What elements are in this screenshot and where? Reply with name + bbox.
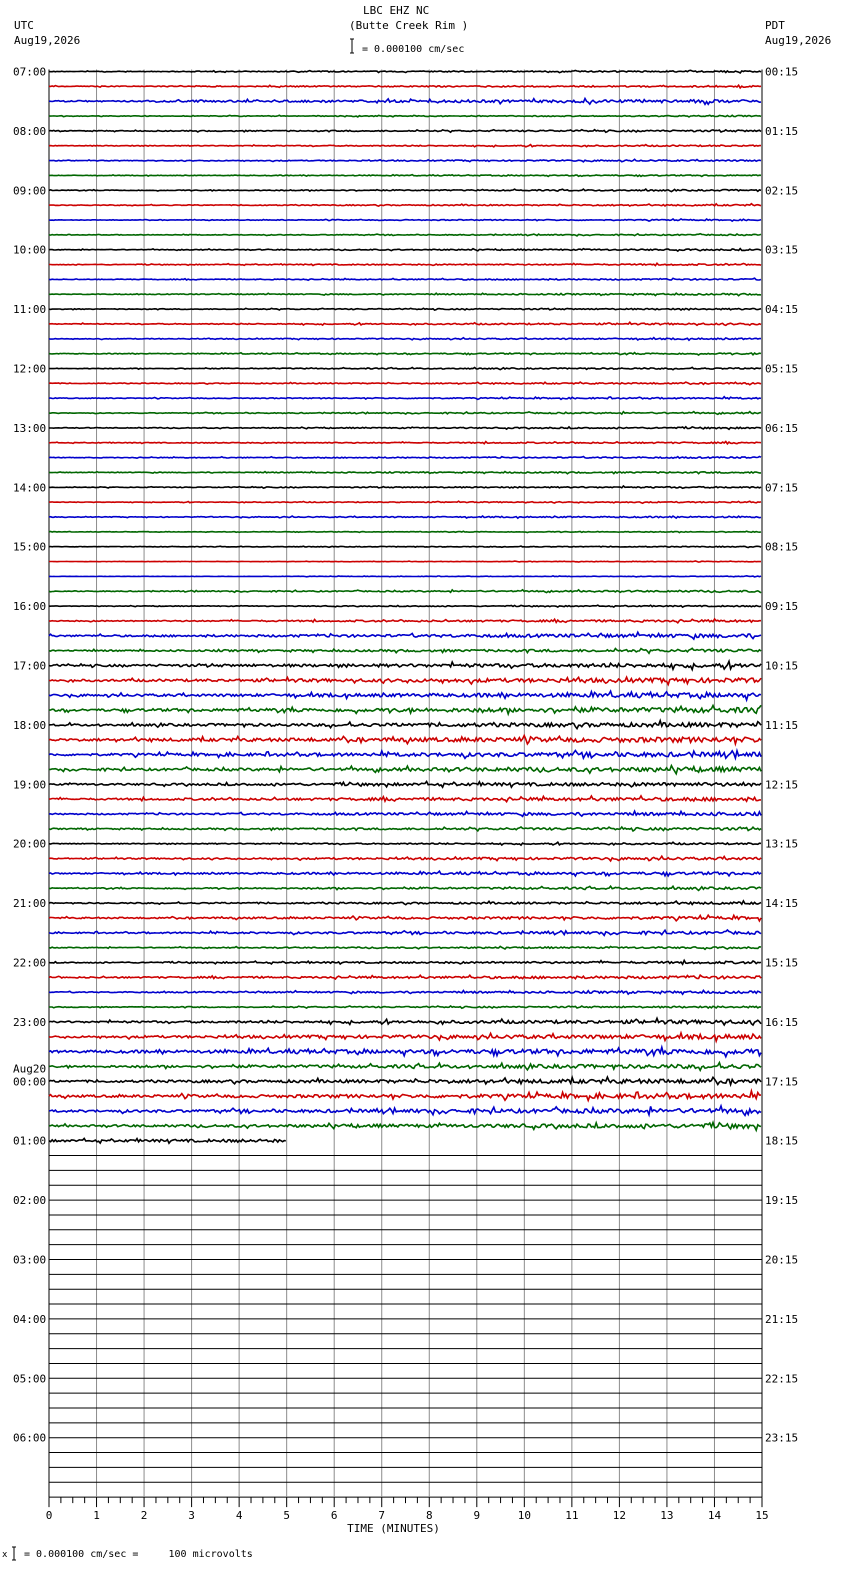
trace-line xyxy=(49,915,761,921)
x-tick-label: 5 xyxy=(283,1509,290,1523)
pdt-hour-label: 14:15 xyxy=(765,897,799,911)
x-tick-label: 15 xyxy=(755,1509,769,1523)
x-tick-label: 13 xyxy=(660,1509,674,1523)
trace-line xyxy=(49,382,761,385)
utc-hour-label: 02:00 xyxy=(13,1194,47,1208)
trace-line xyxy=(49,590,761,593)
pdt-hour-label: 13:15 xyxy=(765,837,799,851)
utc-hour-label: 23:00 xyxy=(13,1015,47,1029)
trace-line xyxy=(49,661,761,669)
trace-line xyxy=(49,782,761,788)
trace-line xyxy=(49,946,761,949)
x-tick-label: 8 xyxy=(425,1509,433,1523)
trace-line xyxy=(49,322,761,325)
trace-line xyxy=(49,85,761,88)
trace-line xyxy=(49,175,761,177)
trace-line xyxy=(49,736,761,744)
trace-line xyxy=(49,234,761,236)
trace-line xyxy=(49,486,761,488)
pdt-hour-label: 10:15 xyxy=(765,659,799,673)
x-tick-label: 4 xyxy=(235,1509,243,1523)
trace-line xyxy=(49,145,761,147)
trace-line xyxy=(49,1063,761,1071)
trace-line xyxy=(49,648,761,653)
trace-line xyxy=(49,856,761,861)
trace-line xyxy=(49,442,761,444)
pdt-hour-label: 22:15 xyxy=(765,1372,799,1386)
pdt-hour-label: 02:15 xyxy=(765,184,799,198)
trace-line xyxy=(49,531,761,532)
trace-line xyxy=(49,1077,761,1085)
trace-line xyxy=(49,130,761,133)
utc-hour-label: 06:00 xyxy=(13,1431,47,1445)
trace-line xyxy=(49,1047,761,1056)
trace-line xyxy=(49,516,761,518)
pdt-hour-label: 23:15 xyxy=(765,1431,799,1445)
x-tick-label: 10 xyxy=(517,1509,531,1523)
pdt-hour-label: 08:15 xyxy=(765,540,799,554)
x-tick-label: 14 xyxy=(707,1509,722,1523)
trace-line xyxy=(49,501,761,503)
trace-line xyxy=(49,367,761,369)
trace-line xyxy=(49,204,761,206)
trace-line xyxy=(49,293,761,296)
trace-line xyxy=(49,605,761,607)
x-tick-label: 3 xyxy=(188,1509,195,1523)
time-axis xyxy=(46,1497,769,1535)
utc-hour-label: 22:00 xyxy=(13,956,47,970)
pdt-hour-label: 00:15 xyxy=(765,65,799,79)
trace-lines xyxy=(49,70,762,1482)
utc-hour-label: 15:00 xyxy=(13,540,47,554)
pdt-hour-label: 01:15 xyxy=(765,124,799,138)
station-title: LBC EHZ NC xyxy=(363,4,430,17)
trace-line xyxy=(49,827,761,831)
trace-line xyxy=(49,278,761,280)
pdt-hour-label: 15:15 xyxy=(765,956,799,970)
pdt-hour-label: 18:15 xyxy=(765,1134,799,1148)
pdt-hour-label: 11:15 xyxy=(765,718,799,732)
trace-line xyxy=(49,811,761,816)
utc-hour-label: 18:00 xyxy=(13,718,47,732)
trace-line xyxy=(49,990,761,994)
utc-hour-label: 17:00 xyxy=(13,659,47,673)
trace-line xyxy=(49,1106,761,1115)
trace-line xyxy=(49,561,761,562)
trace-line xyxy=(49,308,761,310)
trace-line xyxy=(49,796,761,802)
x-axis-title: TIME (MINUTES) xyxy=(347,1522,440,1536)
pdt-hour-label: 09:15 xyxy=(765,600,799,614)
trace-line xyxy=(49,751,761,759)
utc-hour-label: 19:00 xyxy=(13,778,47,792)
pdt-hour-label: 06:15 xyxy=(765,421,799,435)
utc-hour-label: 10:00 xyxy=(13,243,47,257)
utc-hour-label: 20:00 xyxy=(13,837,47,851)
footer-prefix: x xyxy=(2,1550,8,1560)
trace-line xyxy=(49,70,761,73)
date-change-label: Aug20 xyxy=(13,1062,47,1076)
trace-line xyxy=(49,576,761,577)
trace-line xyxy=(49,1123,761,1131)
trace-line xyxy=(49,619,761,623)
x-tick-label: 1 xyxy=(93,1509,100,1523)
trace-line xyxy=(49,901,761,905)
trace-line xyxy=(49,159,761,162)
pdt-hour-label: 04:15 xyxy=(765,303,799,317)
utc-hour-label: 16:00 xyxy=(13,600,47,614)
trace-line xyxy=(49,263,761,265)
x-tick-label: 11 xyxy=(565,1509,579,1523)
trace-line xyxy=(49,249,761,252)
trace-line xyxy=(49,397,761,400)
pdt-date-label: Aug19,2026 xyxy=(765,34,832,47)
pdt-hour-label: 19:15 xyxy=(765,1194,799,1208)
trace-line xyxy=(49,115,761,117)
pdt-hour-label: 16:15 xyxy=(765,1015,799,1029)
pdt-hour-label: 20:15 xyxy=(765,1253,799,1267)
trace-line xyxy=(49,338,761,341)
station-location: (Butte Creek Rim ) xyxy=(349,19,469,32)
trace-line xyxy=(49,1091,761,1100)
utc-hour-label: 05:00 xyxy=(13,1372,47,1386)
utc-date-label: Aug19,2026 xyxy=(14,34,81,47)
trace-line xyxy=(49,546,761,547)
utc-hour-label: 07:00 xyxy=(13,65,47,79)
trace-line xyxy=(49,705,761,714)
utc-hour-label: 21:00 xyxy=(13,897,47,911)
trace-line xyxy=(49,189,761,192)
trace-line xyxy=(49,842,761,845)
pdt-hour-label: 17:15 xyxy=(765,1075,799,1089)
pdt-hour-label: 12:15 xyxy=(765,778,799,792)
trace-line xyxy=(49,353,761,355)
trace-line xyxy=(49,1006,761,1008)
trace-line xyxy=(49,1033,761,1041)
footer-scale-label: = 0.000100 cm/sec = 100 microvolts xyxy=(24,1549,253,1560)
trace-line xyxy=(49,412,761,415)
x-tick-label: 0 xyxy=(45,1509,53,1523)
utc-hour-label: 12:00 xyxy=(13,362,47,376)
utc-hour-label: 13:00 xyxy=(13,421,47,435)
trace-line xyxy=(49,1138,286,1143)
trace-line xyxy=(49,632,761,639)
trace-line xyxy=(49,960,761,964)
pdt-timezone-label: PDT xyxy=(765,19,785,32)
trace-line xyxy=(49,691,761,700)
x-tick-label: 9 xyxy=(473,1509,481,1523)
pdt-hour-label: 05:15 xyxy=(765,362,799,376)
utc-timezone-label: UTC xyxy=(14,19,34,32)
trace-line xyxy=(49,99,761,105)
trace-line xyxy=(49,427,761,430)
utc-hour-label: 03:00 xyxy=(13,1253,47,1267)
trace-line xyxy=(49,219,761,221)
trace-line xyxy=(49,930,761,935)
trace-line xyxy=(49,766,761,774)
pdt-hour-label: 07:15 xyxy=(765,481,799,495)
utc-hour-label: 01:00 xyxy=(13,1134,47,1148)
scale-label: = 0.000100 cm/sec xyxy=(362,44,465,55)
utc-hour-label: 00:00 xyxy=(13,1075,47,1089)
trace-line xyxy=(49,1018,761,1025)
utc-hour-label: 09:00 xyxy=(13,184,47,198)
pdt-hour-label: 21:15 xyxy=(765,1312,799,1326)
trace-line xyxy=(49,677,761,684)
x-tick-label: 2 xyxy=(140,1509,148,1523)
pdt-hour-label: 03:15 xyxy=(765,243,799,257)
trace-line xyxy=(49,975,761,979)
trace-line xyxy=(49,457,761,459)
utc-hour-label: 11:00 xyxy=(13,303,47,317)
utc-hour-label: 08:00 xyxy=(13,124,47,138)
trace-line xyxy=(49,721,761,729)
x-tick-label: 6 xyxy=(330,1509,338,1523)
utc-hour-label: 14:00 xyxy=(13,481,47,495)
trace-line xyxy=(49,886,761,890)
x-tick-label: 7 xyxy=(378,1509,386,1523)
utc-hour-label: 04:00 xyxy=(13,1312,47,1326)
trace-line xyxy=(49,871,761,876)
x-tick-label: 12 xyxy=(612,1509,627,1523)
trace-line xyxy=(49,472,761,474)
